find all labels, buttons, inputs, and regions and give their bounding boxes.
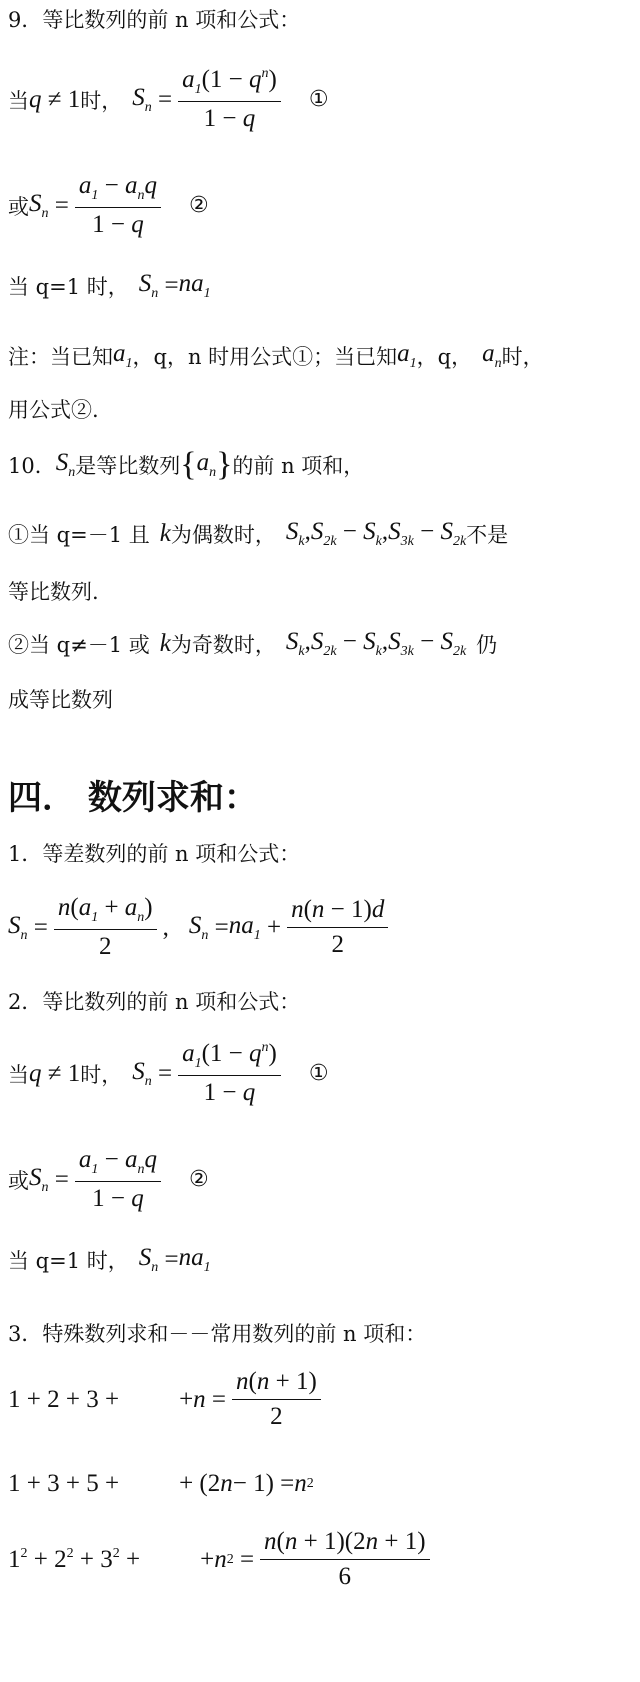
s10-title: 10． $S_n$ 是等比数列 { $a_n$ } 的前 n 项和，: [8, 446, 365, 483]
s9-note-line2: 用公式②.: [8, 398, 99, 422]
s9-formula2: 或 $S_n$ = $\frac{a_1 - a_nq}{1 - q}$ ②: [8, 172, 209, 238]
sum-naturals: 1 + 2 + 3 + + n = $\frac{n(n + 1)}{2}$: [8, 1368, 327, 1431]
p2-formula1: 当 q ≠ 1 时， $S_n$ = $\frac{a_1(1 - q^n)}{1 - q}$ ①: [8, 1040, 329, 1106]
s10-case2-line2: 成等比数列: [8, 688, 113, 712]
s10-case2: ②当 q≠－1 或 k 为奇数时， $S_k,S_{2k} - S_k,S_{3k} - S_{2k}$ 仍: [8, 628, 498, 659]
s10-case1-line2: 等比数列.: [8, 580, 99, 604]
circled-two: ②: [188, 1167, 209, 1192]
p2-formula3: 当 q=1 时， $S_n$ = $na_1$: [8, 1244, 211, 1275]
circled-one: ①: [308, 87, 329, 112]
s9-title: 9．等比数列的前 n 项和公式：: [8, 8, 301, 32]
p1-title: 1．等差数列的前 n 项和公式：: [8, 842, 301, 866]
p3-title: 3．特殊数列求和－－常用数列的前 n 项和：: [8, 1322, 427, 1346]
p1-formulas: $S_n$ = $\frac{n(a_1 + a_n)}{2}$ , $S_n$ = $na_1$ + $\frac{n(n - 1)d}{2}$: [8, 894, 394, 961]
section-heading: 四． 数列求和：: [8, 778, 258, 818]
p2-title: 2．等比数列的前 n 项和公式：: [8, 990, 301, 1014]
s9-formula1: 当 q ≠ 1 时， $S_n$ = $\frac{a_1(1 - q^n)}{1 - q}$ ①: [8, 66, 329, 132]
s10-case1: ①当 q=－1 且 k 为偶数时， $S_k,S_{2k} - S_k,S_{3k} - S_{2k}$ 不是: [8, 518, 509, 549]
s9-note: 注：当已知 $a_1$ ，q，n 时用公式①；当已知 $a_1$ ，q， $a_n$ 时，: [8, 340, 544, 371]
circled-one: ①: [308, 1061, 329, 1086]
p2-formula2: 或 $S_n$ = $\frac{a_1 - a_nq}{1 - q}$ ②: [8, 1146, 209, 1212]
sum-squares: $1^2 + 2^2 + 3^2$ + + n 2 = $\frac{n(n + 1)(2n + 1)}{6}$: [8, 1528, 436, 1591]
circled-two: ②: [188, 193, 209, 218]
sum-odds: 1 + 3 + 5 + + (2 n − 1) = n 2: [8, 1470, 314, 1497]
s9-formula3: 当 q=1 时， $S_n$ = $na_1$: [8, 270, 211, 301]
